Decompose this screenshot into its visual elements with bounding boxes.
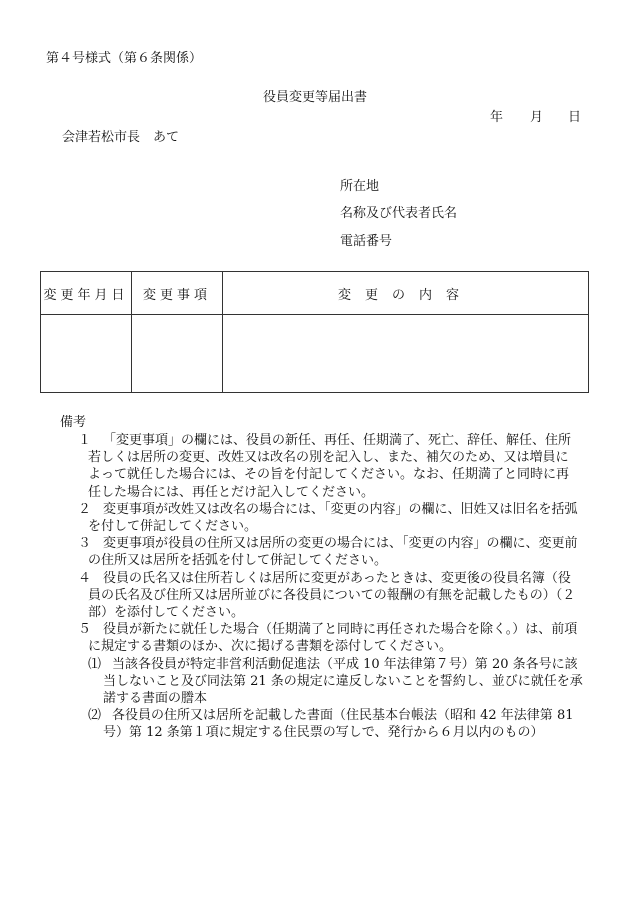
change-table: [40, 271, 589, 393]
note-line: 役員が新たに就任した場合（任期満了と同時に再任された場合を除く。）は、前項: [103, 622, 578, 638]
table-header-row: [41, 272, 589, 315]
header-change-content: 変更の内容: [223, 272, 589, 315]
date-month-label: 月: [530, 110, 544, 125]
org-name-label: 名称及び代表者氏名: [340, 206, 458, 221]
note-line: 員の氏名及び住所又は居所並びに各役員についての報酬の有無を記載したもの）（２: [88, 587, 576, 603]
cell-change-date[interactable]: [41, 315, 132, 393]
note-line: を付して併記してください。: [88, 519, 258, 534]
note-number: ２: [78, 501, 92, 517]
date-year-label: 年: [490, 110, 504, 125]
note-line: よって就任した場合には、その旨を付記してください。なお、任期満了と同時に再: [88, 467, 570, 483]
cell-change-item[interactable]: [132, 315, 223, 393]
note-number: ３: [78, 536, 92, 552]
cell-change-content[interactable]: [223, 315, 589, 393]
note-line: 若しくは居所の変更、改姓又は改名の別を記入し、また、補欠のため、又は増員に: [88, 450, 569, 466]
form-number: 第４号様式（第６条関係）: [46, 51, 203, 66]
header-change-item: 変更事項: [132, 272, 223, 315]
note-line: 変更事項が役員の住所又は居所の変更の場合には、「変更の内容」の欄に、変更前: [103, 536, 578, 552]
note-number: ４: [78, 570, 92, 586]
date-day-label: 日: [568, 110, 582, 125]
note-line: 部）を添付してください。: [88, 605, 245, 620]
note-number: ⑵: [88, 708, 102, 724]
addressee: 会津若松市長 あて: [62, 130, 180, 145]
notes-heading: 備考: [60, 415, 87, 430]
note-line: の住所又は居所を括弧を付して併記してください。: [88, 553, 388, 569]
header-change-date: 変更年月日: [41, 272, 132, 315]
org-location-label: 所在地: [340, 179, 380, 194]
note-number: ⑴: [88, 656, 102, 672]
org-phone-label: 電話番号: [340, 234, 393, 249]
note-number: １: [78, 433, 92, 448]
note-line: 当該各役員が特定非営利活動促進法（平成 10 年法律第７号）第 20 条各号に該: [112, 656, 578, 672]
note-line: 役員の氏名又は住所若しくは居所に変更があったときは、変更後の役員名簿（役: [103, 570, 571, 586]
document-title: 役員変更等届出書: [262, 90, 367, 105]
note-line: 諾する書面の謄本: [103, 691, 208, 706]
date-line: [490, 111, 581, 124]
note-line: に規定する書類のほか、次に掲げる書類を添付してください。: [88, 639, 453, 655]
note-number: ５: [78, 622, 92, 638]
note-line: 任した場合には、再任とだけ記入してください。: [88, 484, 375, 500]
note-line: 各役員の住所又は居所を記載した書面（住民基本台帳法（昭和 42 年法律第 81: [112, 708, 574, 724]
note-line: 号）第 12 条第１項に規定する住民票の写しで、発行から６月以内のもの）: [103, 725, 544, 741]
table-row: [41, 315, 589, 393]
note-line: 「変更事項」の欄には、役員の新任、再任、任期満了、死亡、辞任、解任、住所: [103, 433, 572, 448]
note-line: 変更事項が改姓又は改名の場合には、「変更の内容」の欄に、旧姓又は旧名を括弧: [103, 501, 578, 517]
note-line: 当しないこと及び同法第 21 条の規定に違反しないことを誓約し、並びに就任を承: [103, 673, 583, 689]
